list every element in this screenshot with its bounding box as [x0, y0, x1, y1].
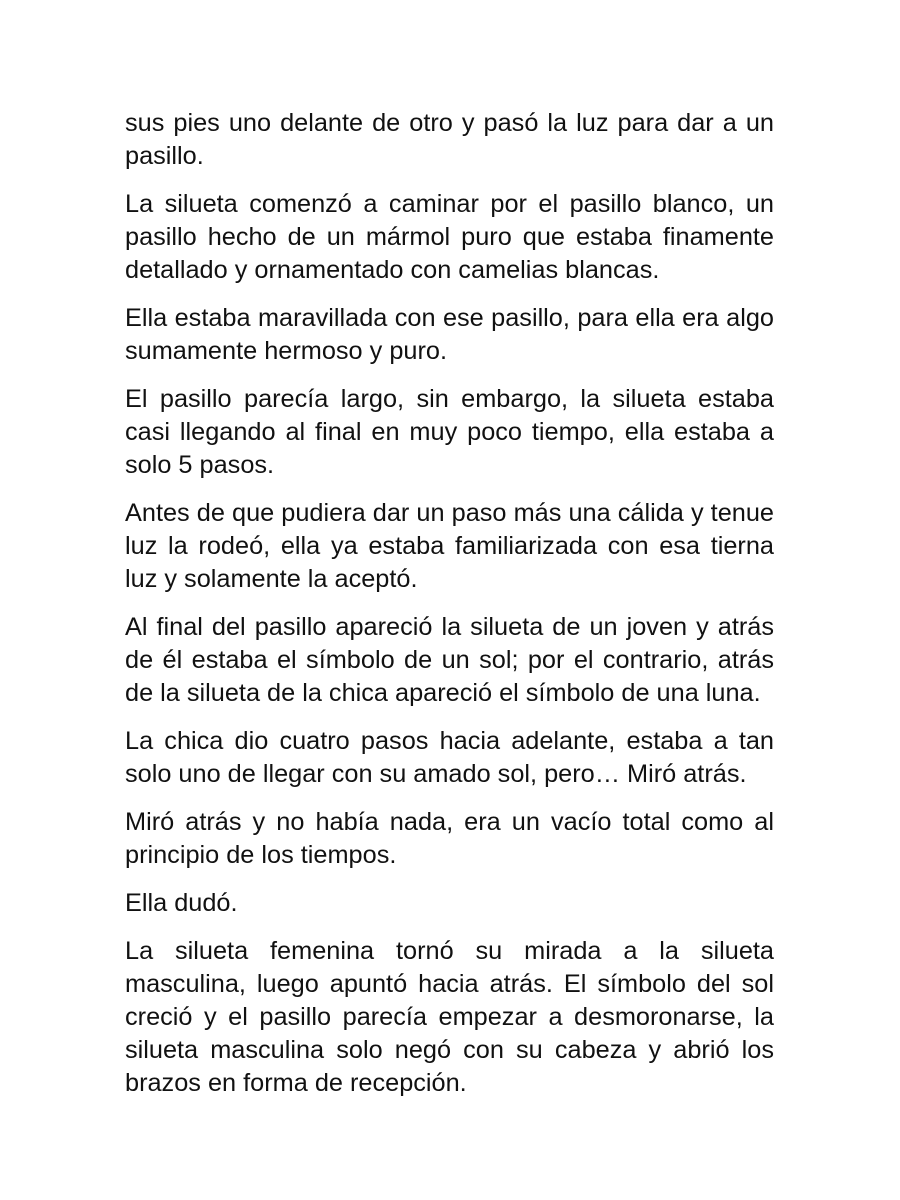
paragraph: Al final del pasillo apareció la silueta de un joven y atrás de él estaba el símbolo de un sol; por el contrario, atrás de la silueta de la chica apareció el símbolo de una luna. — [125, 613, 774, 707]
paragraph: sus pies uno delante de otro y pasó la luz para dar a un pasillo. — [125, 109, 774, 170]
paragraph: La chica dio cuatro pasos hacia adelante, estaba a tan solo uno de llegar con su amado sol, pero… Miró atrás. — [125, 727, 774, 788]
paragraph: La silueta femenina tornó su mirada a la silueta masculina, luego apuntó hacia atrás. El símbolo del sol creció y el pasillo parecía empezar a desmoronarse, la silueta masculina solo negó con su cabeza y abrió los brazos en forma de recepción. — [125, 937, 774, 1097]
paragraph: Ella estaba maravillada con ese pasillo, para ella era algo sumamente hermoso y puro. — [125, 304, 774, 365]
paragraph: Miró atrás y no había nada, era un vacío total como al principio de los tiempos. — [125, 808, 774, 869]
body-text — [125, 107, 774, 1115]
paragraph: La silueta comenzó a caminar por el pasillo blanco, un pasillo hecho de un mármol puro que estaba finamente detallado y ornamentado con camelias blancas. — [125, 190, 774, 284]
paragraph: El pasillo parecía largo, sin embargo, la silueta estaba casi llegando al final en muy poco tiempo, ella estaba a solo 5 pasos. — [125, 385, 774, 479]
paragraph: Antes de que pudiera dar un paso más una cálida y tenue luz la rodeó, ella ya estaba familiarizada con esa tierna luz y solamente la aceptó. — [125, 499, 774, 593]
paragraph: Ella dudó. — [125, 889, 238, 917]
